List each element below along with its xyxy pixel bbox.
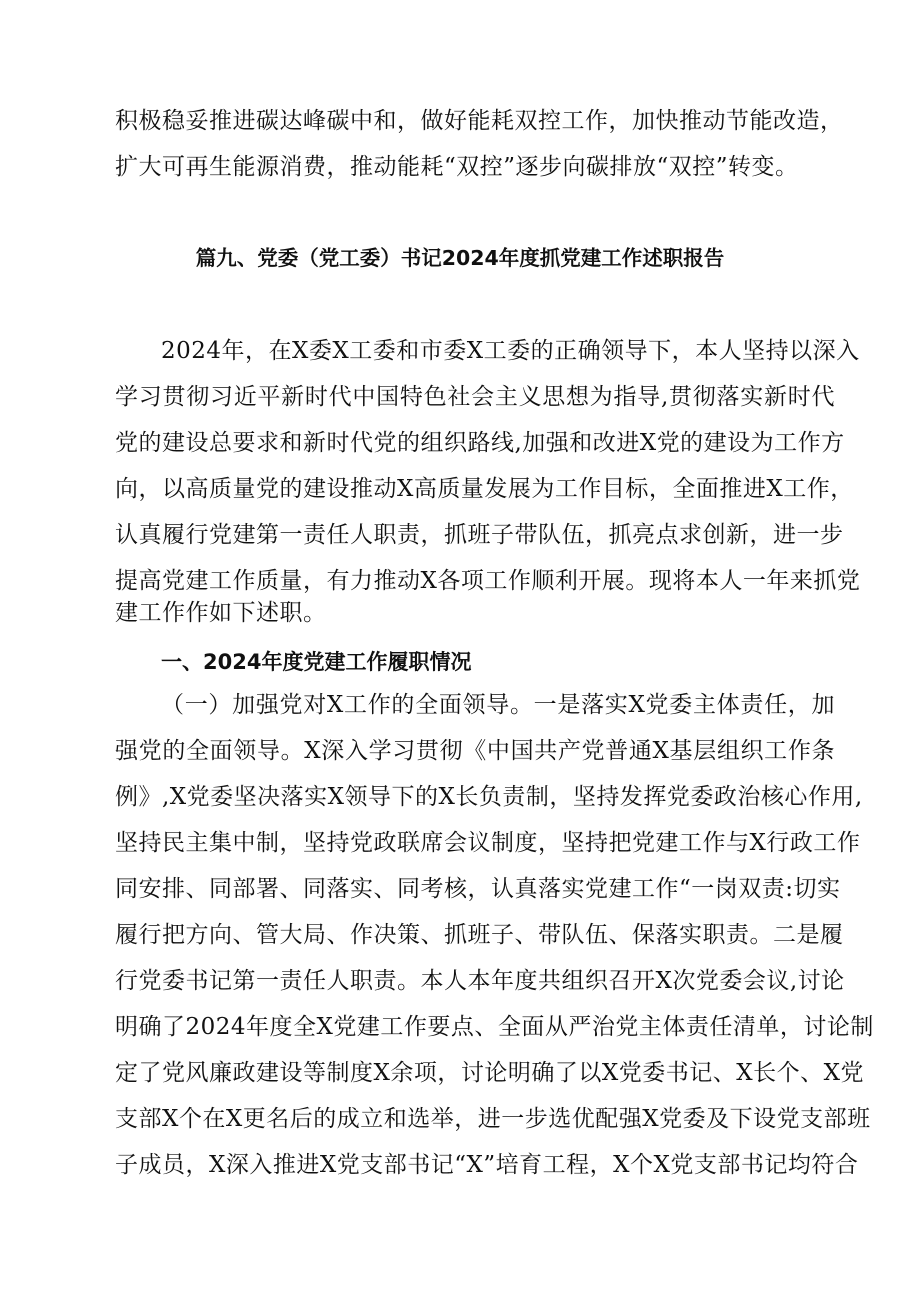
paragraph-1-line-2: 学习贯彻习近平新时代中国特色社会主义思想为指导,贯彻落实新时代: [115, 384, 835, 410]
paragraph-2-line-2: 强党的全面领导。X深入学习贯彻《中国共产党普通X基层组织工作条: [115, 738, 835, 764]
paragraph-2-line-8: 明确了2024年度全X党建工作要点、全面从严治党主体责任清单，讨论制: [115, 1014, 874, 1040]
paragraph-2-line-3: 例》,X党委坚决落实X领导下的X长负责制，坚持发挥党委政治核心作用,: [115, 784, 863, 810]
paragraph-2-line-5: 同安排、同部署、同落实、同考核，认真落实党建工作“一岗双责:切实: [115, 876, 841, 902]
paragraph-2-line-9: 定了党风廉政建设等制度X余项，讨论明确了以X党委书记、X长个、X党: [115, 1060, 864, 1086]
paragraph-2-line-4: 坚持民主集中制，坚持党政联席会议制度，坚持把党建工作与X行政工作: [115, 830, 861, 856]
paragraph-2-line-1: （一）加强党对X工作的全面领导。一是落实X党委主体责任，加: [161, 692, 835, 718]
paragraph-2-line-6: 履行把方向、管大局、作决策、抓班子、带队伍、保落实职责。二是履: [115, 922, 844, 948]
heading-1: 一、2024年度党建工作履职情况: [161, 650, 472, 674]
section-title: 篇九、党委（党工委）书记2024年度抓党建工作述职报告: [195, 246, 725, 270]
paragraph-2-line-10: 支部X个在X更名后的成立和选举，进一步选优配强X党委及下设党支部班: [115, 1106, 871, 1132]
paragraph-2-line-7: 行党委书记第一责任人职责。本人本年度共组织召开X次党委会议,讨论: [115, 968, 845, 994]
intro-line-1: 积极稳妥推进碳达峰碳中和，做好能耗双控工作，加快推动节能改造，: [115, 108, 844, 134]
intro-line-2: 扩大可再生能源消费，推动能耗“双控”逐步向碳排放“双控”转变。: [115, 154, 799, 180]
paragraph-2-line-11: 子成员，X深入推进X党支部书记“X”培育工程，X个X党支部书记均符合: [115, 1152, 859, 1178]
paragraph-1-line-1: 2024年，在X委X工委和市委X工委的正确领导下，本人坚持以深入: [161, 338, 860, 364]
paragraph-1-line-6: 提高党建工作质量，有力推动X各项工作顺利开展。现将本人一年来抓党: [115, 568, 861, 594]
paragraph-1-line-5: 认真履行党建第一责任人职责，抓班子带队伍，抓亮点求创新，进一步: [115, 522, 844, 548]
paragraph-1-line-3: 党的建设总要求和新时代党的组织路线,加强和改进X党的建设为工作方: [115, 430, 845, 456]
paragraph-1-line-4: 向，以高质量党的建设推动X高质量发展为工作目标，全面推进X工作，: [115, 476, 854, 502]
paragraph-1-line-7: 建工作作如下述职。: [115, 600, 327, 626]
